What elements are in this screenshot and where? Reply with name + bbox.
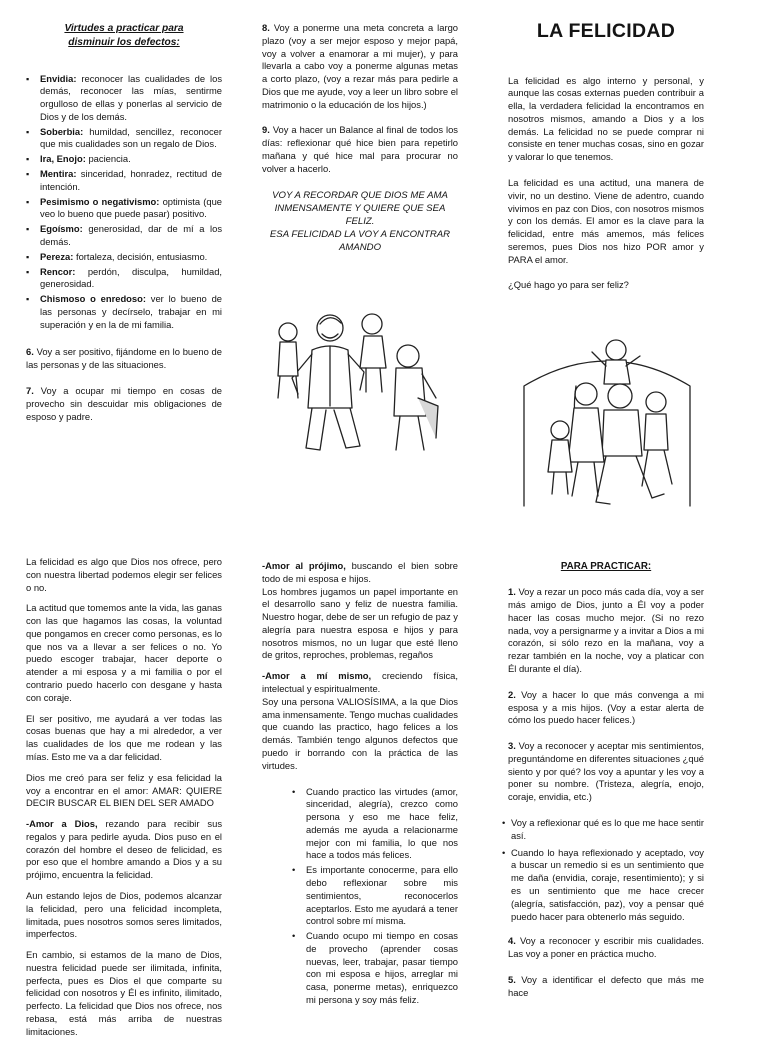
list-item: • Cuando lo haya reflexionado y aceptado, voy a buscar un remedio si es un sentimiento que me daña (envidia, coraje, resentimiento); y si es un sentimiento que me hace crecer (alegría, satisfacción, paz), voy a pensar qué puedo hacer para obtenerlo más seguido. xyxy=(502,847,704,924)
practice-item-5: 5. Voy a identificar el defecto que más me hace xyxy=(508,973,705,998)
practice-item-3: 3. Voy a reconocer y aceptar mis sentimientos, preguntándome en diferentes situaciones ¿qué siento y por qué? los voy a apuntar y les voy a poner su nombre. (Tristeza, alegría, enojo, coraje, envidia, etc.) xyxy=(508,740,704,803)
amor-a-dios-paragraph: -Amor a Dios, rezando para recibir sus regalos y para pedirle ayuda. Dios puso en el corazón del hombre el deseo de felicidad, es por eso que el hombre amando a Dios y a su prójimo, encuentra la felicidad. xyxy=(26,818,223,881)
virtue-item: ▪ Ira, Enojo: paciencia. xyxy=(26,153,222,166)
bottom-middle-column xyxy=(262,560,458,1009)
item-8: 8. Voy a ponerme una meta concreta a largo plazo (voy a ser mejor esposo y mejor papá, voy a volver a enamorar a mi mujer), y para llevarla a cabo voy a ponerme algunas metas a corto plazo, (voy a rezar más para pedirle a Dios que me ayude, voy a leer un libro sobre el matrimonio o la educación de los hijos.) xyxy=(262,22,458,110)
virtues-heading-line2: disminuir los defectos: xyxy=(68,37,180,49)
bottom-left-paragraph-4: Dios me creó para ser feliz y esa felicidad la voy a encontrar en el amor: AMAR: QUIERE DECIR BUSCAR EL BIEN DEL SER AMADO xyxy=(26,771,222,809)
top-right-column xyxy=(508,18,704,292)
felicidad-paragraph-2: La felicidad es una actitud, una manera de vivir, no un destino. Viene de adentro, cuando vivimos en paz con Dios, con nosotros mismos y con los demás. El amor es la clave para la felicidad, entre más amemos, más felices seremos, pues Dios nos hizo POR amor y PARA el amor. xyxy=(508,176,704,265)
felicidad-paragraph-1: La felicidad es algo interno y personal, y aunque las cosas externas pueden contribuir a ella, la verdadera felicidad la encontramos en nosotros mismos, amando a Dios y a los demás. La felicidad no se puede comprar ni consiste en tener muchas cosas, sino en gozar y valorar lo que tenemos. xyxy=(508,74,704,163)
list-item: • Voy a reflexionar qué es lo que me hace sentir así. xyxy=(502,817,704,843)
virtue-item: ▪ Envidia: reconocer las cualidades de los demás, reconocer las mías, sentirme orgulloso de ellas y ponerlas al servicio de Dios y de los demás. xyxy=(26,73,222,124)
item-9: 9. Voy a hacer un Balance al final de todos los días: reflexionar qué hice bien para repetirlo mañana y qué hice mal para procurar no volver a hacerlo. xyxy=(262,124,458,174)
bottom-middle-paragraph-2: Los hombres jugamos un papel importante en el desarrollo sano y feliz de nuestra familia. Nuestro hogar, debe de ser un refugio de paz y alegría para nuestra esposa e hijos y para nosotros mismos, no un lugar que esté lleno de gritos, reproches, problemas, regaños xyxy=(262,585,458,661)
practice-item-1: 1. Voy a rezar un poco más cada día, voy a ser más amigo de Dios, junto a Él voy a poder hacer las cosas mucho mejor. (Si no rezo nada, voy a persignarme y a invitar a Dios a mi corazón, si sólo rezo en la mañana, voy a rezar también en la noche, voy a platicar con Él durante el día). xyxy=(508,586,704,674)
item-6: 6. Voy a ser positivo, fijándome en lo bueno de las personas y de las situaciones. xyxy=(26,346,222,371)
feelings-list xyxy=(502,817,704,923)
practice-title: PARA PRACTICAR: xyxy=(560,561,652,572)
love-quote: VOY A RECORDAR QUE DIOS ME AMA INMENSAMENTE Y QUIERE QUE SEA FELIZ. ESA FELICIDAD LA VOY A ENCONTRAR AMANDO xyxy=(269,189,451,253)
bottom-left-paragraph-6: Aun estando lejos de Dios, podemos alcanzar la felicidad, pero una felicidad incompleta, limitada, pues nosotros somos seres limitados, imperfectos. xyxy=(26,889,222,940)
bottom-left-column xyxy=(26,556,222,1039)
top-left-column xyxy=(26,22,222,423)
virtue-item: ▪ Chismoso o enredoso: ver lo bueno de las personas y decírselo, trabajar en mi superación y en la de mi familia. xyxy=(26,293,222,331)
self-growth-list xyxy=(262,786,458,1007)
virtue-item: ▪ Mentira: sinceridad, honradez, rectitud de intención. xyxy=(26,168,222,194)
page-title: LA FELICIDAD xyxy=(536,20,676,42)
father-children-illustration xyxy=(268,298,448,458)
virtue-item: ▪ Rencor: perdón, disculpa, humildad, generosidad. xyxy=(26,266,222,292)
bottom-left-paragraph-2: La actitud que tomemos ante la vida, las ganas con las que hagamos las cosas, la voluntad que pongamos en crecer como personas, es lo que nos va a llevar a ser felices o no. Yo puedo escoger trabajar, hacer deporte o atender a mi esposa y a mi familia o por el contrario puedo hacerlo con desgane y hasta con coraje. xyxy=(26,602,222,703)
practice-item-2: 2. Voy a hacer lo que más convenga a mi esposa y a mis hijos. (Voy a estar alerta de cómo los puedo hacer felices.) xyxy=(508,688,704,726)
virtue-item: ▪ Egoísmo: generosidad, dar de mí a los demás. xyxy=(26,223,222,249)
practice-item-4: 4. Voy a reconocer y escribir mis cualidades. Las voy a poner en práctica mucho. xyxy=(508,935,704,960)
bottom-left-paragraph-7: En cambio, si estamos de la mano de Dios, nuestra felicidad puede ser ilimitada, infinita, perfecta, pues es Dios el que comparte su felicidad con nosotros y Él es infinito, ilimitado, perfecto. La felicidad que Dios nos ofrece, nos rebasa, está más arriba de nuestras limitaciones. xyxy=(26,949,222,1037)
amor-al-projimo-paragraph: -Amor al prójimo, buscando el bien sobre todo de mi esposa e hijos. xyxy=(262,560,458,584)
virtues-list xyxy=(26,73,222,332)
virtue-item: ▪ Pereza: fortaleza, decisión, entusiasmo. xyxy=(26,251,222,264)
bottom-right-column xyxy=(508,560,704,999)
list-item: • Es importante conocerme, para ello debo reflexionar sobre mis sentimientos, reconocerlos aceptarlos. Esto me ayudará a tener control sobre mí misma. xyxy=(292,864,458,928)
list-item: • Cuando practico las virtudes (amor, sinceridad, alegría), crezco como persona y eso me hace feliz, además me ayuda a relacionarme mejor con mi familia, lo que nos hace a todos más felices. xyxy=(292,786,458,863)
happiness-question: ¿Qué hago yo para ser feliz? xyxy=(508,279,629,291)
virtues-heading-line1: Virtudes a practicar para xyxy=(64,23,184,34)
list-item: • Cuando ocupo mi tiempo en cosas de provecho (aprender cosas nuevas, leer, trabajar, pasar tiempo con mi esposa e hijos, arreglar mi casa, ponerme metas), enriquezco mi persona y soy más feliz. xyxy=(292,930,458,1007)
bottom-left-paragraph-3: El ser positivo, me ayudará a ver todas las cosas buenas que hay a mi alrededor, a ver las cualidades de los que me rodean y las mías. Esto me va a dar felicidad. xyxy=(26,712,222,762)
amor-a-mi-mismo-paragraph: -Amor a mí mismo, creciendo física, intelectual y espiritualmente. xyxy=(262,670,458,695)
bottom-middle-paragraph-4: Soy una persona VALIOSÍSIMA, a la que Dios ama inmensamente. Tengo muchas cualidades que cuando las practico, hago felices a los demás. También tengo algunos defectos que puedo ir borrando con la práctica de las virtudes. xyxy=(262,695,458,771)
item-7: 7. Voy a ocupar mi tiempo en cosas de provecho sin descuidar mis obligaciones de esposo y padre. xyxy=(26,384,222,422)
virtue-item: ▪ Pesimismo o negativismo: optimista (que veo lo bueno que puede pasar) positivo. xyxy=(26,196,222,222)
walking-family-illustration xyxy=(512,326,702,516)
practice-items xyxy=(508,586,704,804)
bottom-left-paragraph-1: La felicidad es algo que Dios nos ofrece, pero con nuestra libertad podemos elegir ser felices o no. xyxy=(26,556,222,593)
virtue-item: ▪ Soberbia: humildad, sencillez, reconocer que mis cualidades son un regalo de Dios. xyxy=(26,126,222,152)
top-middle-column xyxy=(262,22,458,254)
